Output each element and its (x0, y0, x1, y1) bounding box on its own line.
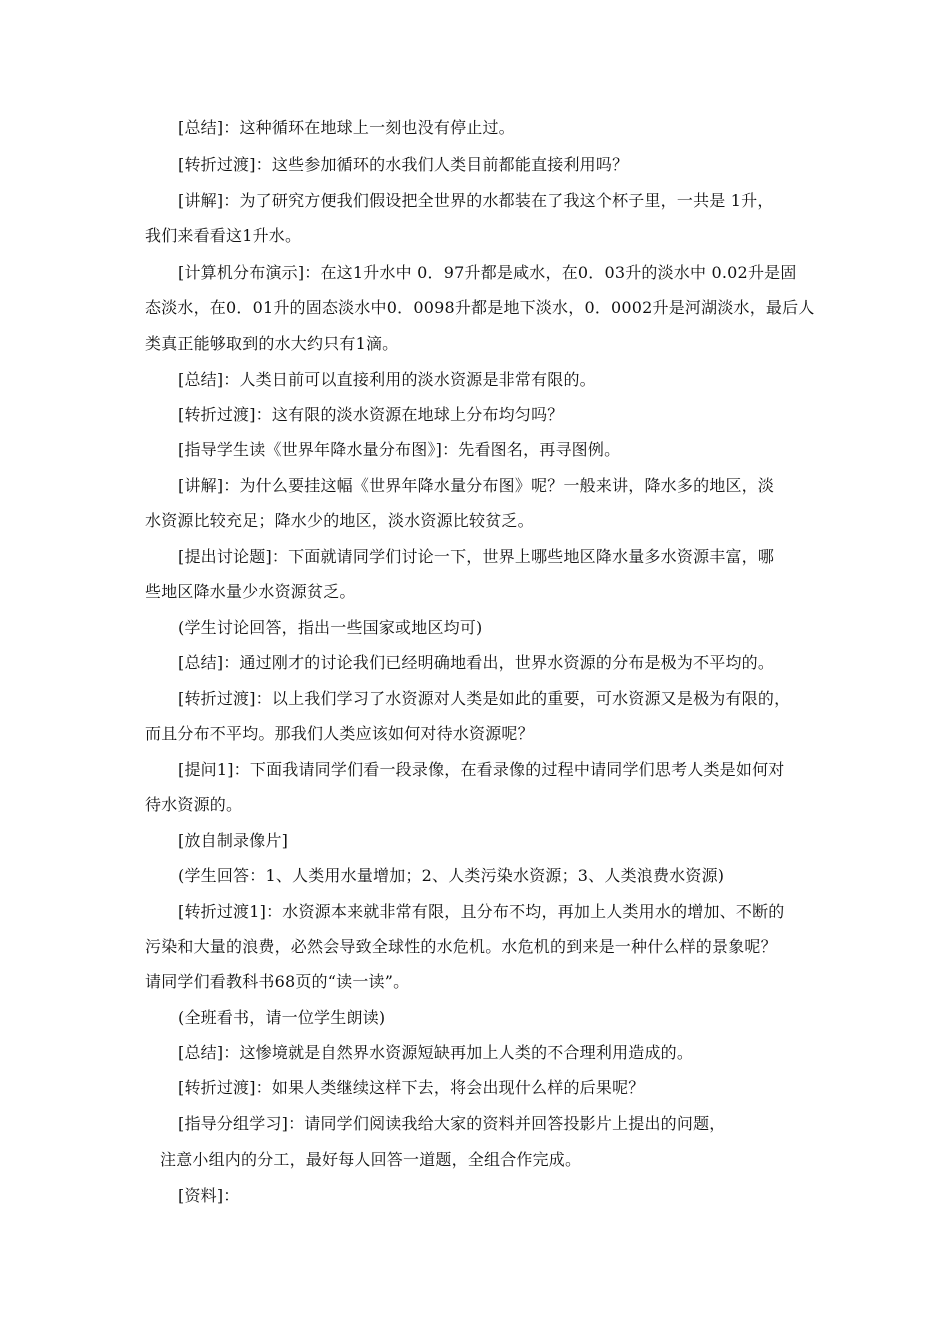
text-line: (学生讨论回答，指出一些国家或地区均可) (178, 618, 483, 637)
text-line: [转折过渡]：以上我们学习了水资源对人类是如此的重要，可水资源又是极为有限的， (178, 689, 791, 708)
text-line: [总结]：通过刚才的讨论我们已经明确地看出，世界水资源的分布是极为不平均的。 (178, 653, 775, 672)
text-line: [总结]：这惨境就是自然界水资源短缺再加上人类的不合理利用造成的。 (178, 1043, 694, 1062)
text-line: 态淡水，在0．01升的固态淡水中0．0098升都是地下淡水，0．0002升是河湖淡水，最后人 (145, 298, 815, 317)
text-line: 类真正能够取到的水大约只有1滴。 (145, 334, 399, 353)
text-line: [总结]：人类日前可以直接利用的淡水资源是非常有限的。 (178, 370, 596, 389)
text-line: [转折过渡]：这些参加循环的水我们人类目前都能直接利用吗？ (178, 155, 629, 174)
text-line: [转折过渡]：这有限的淡水资源在地球上分布均匀吗？ (178, 405, 564, 424)
text-line: [讲解]：为什么要挂这幅《世界年降水量分布图》呢？一般来讲，降水多的地区，淡 (178, 476, 775, 495)
text-line: 污染和大量的浪费，必然会导致全球性的水危机。水危机的到来是一种什么样的景象呢？ (145, 937, 777, 956)
text-line: 请同学们看教科书68页的“读一读”。 (145, 972, 410, 991)
text-line: [转折过渡1]：水资源本来就非常有限，且分布不均，再加上人类用水的增加、不断的 (178, 902, 785, 921)
text-line: [资料]： (178, 1186, 240, 1205)
text-line: (全班看书，请一位学生朗读) (178, 1008, 386, 1027)
text-line: [指导学生读《世界年降水量分布图》]：先看图名，再寻图例。 (178, 440, 621, 459)
text-line: [指导分组学习]：请同学们阅读我给大家的资料并回答投影片上提出的问题， (178, 1114, 726, 1133)
text-line: [总结]：这种循环在地球上一刻也没有停止过。 (178, 118, 515, 137)
text-line: [提问1]：下面我请同学们看一段录像，在看录像的过程中请同学们思考人类是如何对 (178, 760, 785, 779)
text-line: [放自制录像片] (178, 831, 289, 850)
text-line: [提出讨论题]：下面就请同学们讨论一下，世界上哪些地区降水量多水资源丰富，哪 (178, 547, 775, 566)
text-line: [计算机分布演示]：在这1升水中 0．97升都是咸水，在0．03升的淡水中 0.02升是固 (178, 263, 797, 282)
text-line: [转折过渡]：如果人类继续这样下去，将会出现什么样的后果呢？ (178, 1078, 645, 1097)
text-line: 我们来看看这1升水。 (145, 226, 302, 245)
text-line: 注意小组内的分工，最好每人回答一道题，全组合作完成。 (160, 1150, 582, 1169)
text-line: 而且分布不平均。那我们人类应该如何对待水资源呢？ (145, 724, 534, 743)
text-line: [讲解]：为了研究方便我们假设把全世界的水都装在了我这个杯子里，一共是 1升， (178, 191, 774, 210)
text-line: 些地区降水量少水资源贫乏。 (145, 582, 356, 601)
text-line: (学生回答：1、人类用水量增加；2、人类污染水资源；3、人类浪费水资源) (178, 866, 725, 885)
text-line: 待水资源的。 (145, 795, 243, 814)
text-line: 水资源比较充足；降水少的地区，淡水资源比较贫乏。 (145, 511, 534, 530)
